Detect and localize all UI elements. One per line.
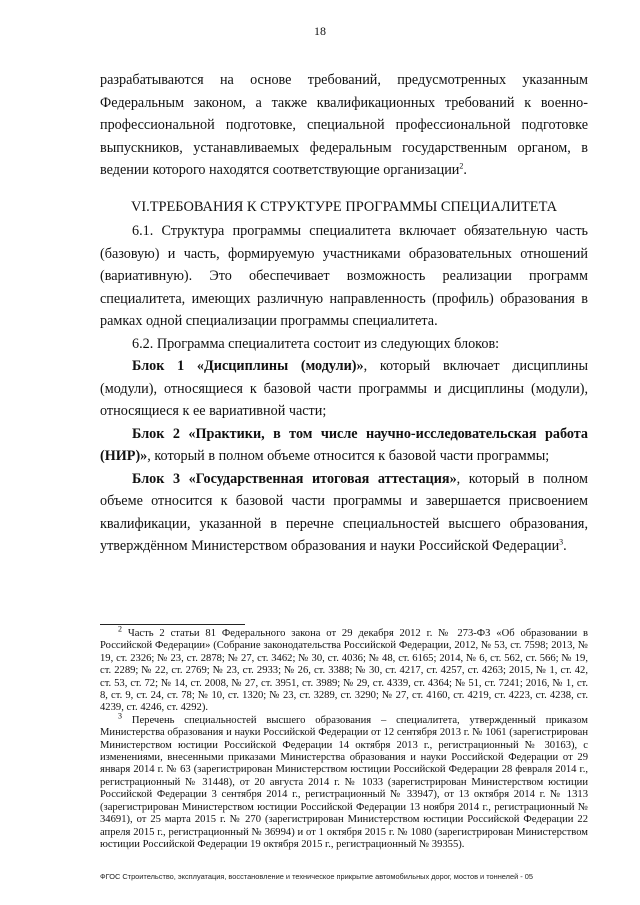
block-1-text: , который включает дисциплины (модули), относящиеся к базовой части программы и дисциплины (модули), относящиеся к ее вариативной части;	[100, 358, 588, 419]
block-1-paragraph	[100, 355, 588, 423]
block-2-text: , который в полном объеме относится к базовой части программы;	[147, 448, 550, 464]
continuation-end: .	[463, 162, 467, 178]
continuation-paragraph	[100, 69, 588, 182]
footnotes	[100, 624, 588, 851]
footnote-3	[100, 711, 588, 851]
paragraph-6-2: 6.2. Программа специалитета состоит из следующих блоков:	[132, 335, 500, 352]
block-3-title: Блок 3 «Государственная итоговая аттестация»	[132, 470, 457, 487]
footnote-number: 3	[118, 711, 122, 721]
block-3-end: .	[563, 538, 567, 554]
main-text	[100, 69, 588, 558]
paragraph-6-1: 6.1. Структура программы специалитета включает обязательную часть (базовую) и часть, формируемую участниками образовательных отношений (вариативную). Это обеспечивает возможность реализации программ специалитета, имеющих различную направленность (профиль) образования в рамках одной специализации программы специалитета.	[100, 223, 588, 329]
continuation-text: разрабатываются на основе требований, предусмотренных указанным Федеральным законом, а также квалификационных требований к военно-профессиональной подготовке, специальной профессиональной подготовке выпускников, устанавливаемых федеральным государственным органом, в ведении которого находятся соответствующие организации	[100, 72, 588, 178]
block-3-text: , который в полном объеме относится к базовой части программы и завершается присвоением квалификации, указанной в перечне специальностей высшего образования, утверждённом Министерством образования и науки Российской Федерации	[100, 470, 589, 554]
footnote-ref-3[interactable]: 3	[559, 537, 564, 547]
page-footer: ФГОС Строительство, эксплуатация, восстановление и техническое прикрытие автомобильных дорог, мостов и тоннелей - 05	[100, 872, 534, 881]
page-number: 18	[314, 24, 326, 38]
block-1-title: Блок 1 «Дисциплины (модули)»	[132, 358, 364, 374]
footnote-text: Перечень специальностей высшего образования – специалитета, утвержденный приказом Министерства образования и науки Российской Федерации от 12 сентября 2013 г. № 1061 (зарегистрирован Министерством юстиции Российской Федерации 14 октября 2013 г., регистрационный № 30163), с изменениями, внесенными приказами Министерства образования и науки Российской Федерации от 29 января 2014 г. № 63 (зарегистрирован Министерством юстиции Российской Федерации 28 февраля 2014 г., регистрационный № 31448), от 20 августа 2014 г. № 1033 (зарегистрирован Министерством юстиции Российской Федерации 3 сентября 2014 г., регистрационный № 33947), от 13 октября 2014 г. № 1313 (зарегистрирован Министерством юстиции Российской Федерации 13 ноября 2014 г., регистрационный № 34691), от 25 марта 2015 г. № 270 (зарегистрирован Министерством юстиции Российской Федерации 22 апреля 2015 г., регистрационный № 36994) и от 1 октября 2015 г. № 1080 (зарегистрирован Министерством юстиции Российской Федерации 19 октября 2015 г., регистрационный № 39355).	[100, 714, 588, 850]
block-3-paragraph	[100, 468, 588, 558]
footnote-text: Часть 2 статьи 81 Федерального закона от 29 декабря 2012 г. № 273-ФЗ «Об образовании в Российской Федерации» (Собрание законодательства Российской Федерации, 2012, № 53, ст. 7598; 2013, № 19, ст. 2326; № 23, ст. 2878; № 27, ст. 3462; № 30, ст. 4036; № 48, ст. 6165; 2014, № 6, ст. 562, ст. 566; № 19, ст. 2289; № 22, ст. 2769; № 23, ст. 2933; № 26, ст. 3388; № 30, ст. 4217, ст. 4257, ст. 4263; 2015, № 1, ст. 42, ст. 53, ст. 72; № 14, ст. 2008, № 27, ст. 3951, ст. 3989; № 29, ст. 4339, ст. 4364; № 51, ст. 7241; 2016, № 1, ст. 8, ст. 9, ст. 24, ст. 78; № 10, ст. 1320; № 23, ст. 3289, ст. 3290; № 27, ст. 4160, ст. 4219, ст. 4223, ст. 4238, ст. 4239, ст. 4246, ст. 4292).	[100, 628, 588, 714]
block-2-title: Блок 2 «Практики, в том числе научно-исследовательская работа (НИР)»	[100, 425, 588, 464]
section-heading: VI.ТРЕБОВАНИЯ К СТРУКТУРЕ ПРОГРАММЫ СПЕЦИАЛИТЕТА	[130, 198, 558, 215]
footnote-number: 2	[118, 624, 122, 634]
block-2-paragraph	[100, 423, 588, 468]
footnote-2	[100, 624, 588, 715]
footnote-ref-2[interactable]: 2	[459, 161, 464, 171]
